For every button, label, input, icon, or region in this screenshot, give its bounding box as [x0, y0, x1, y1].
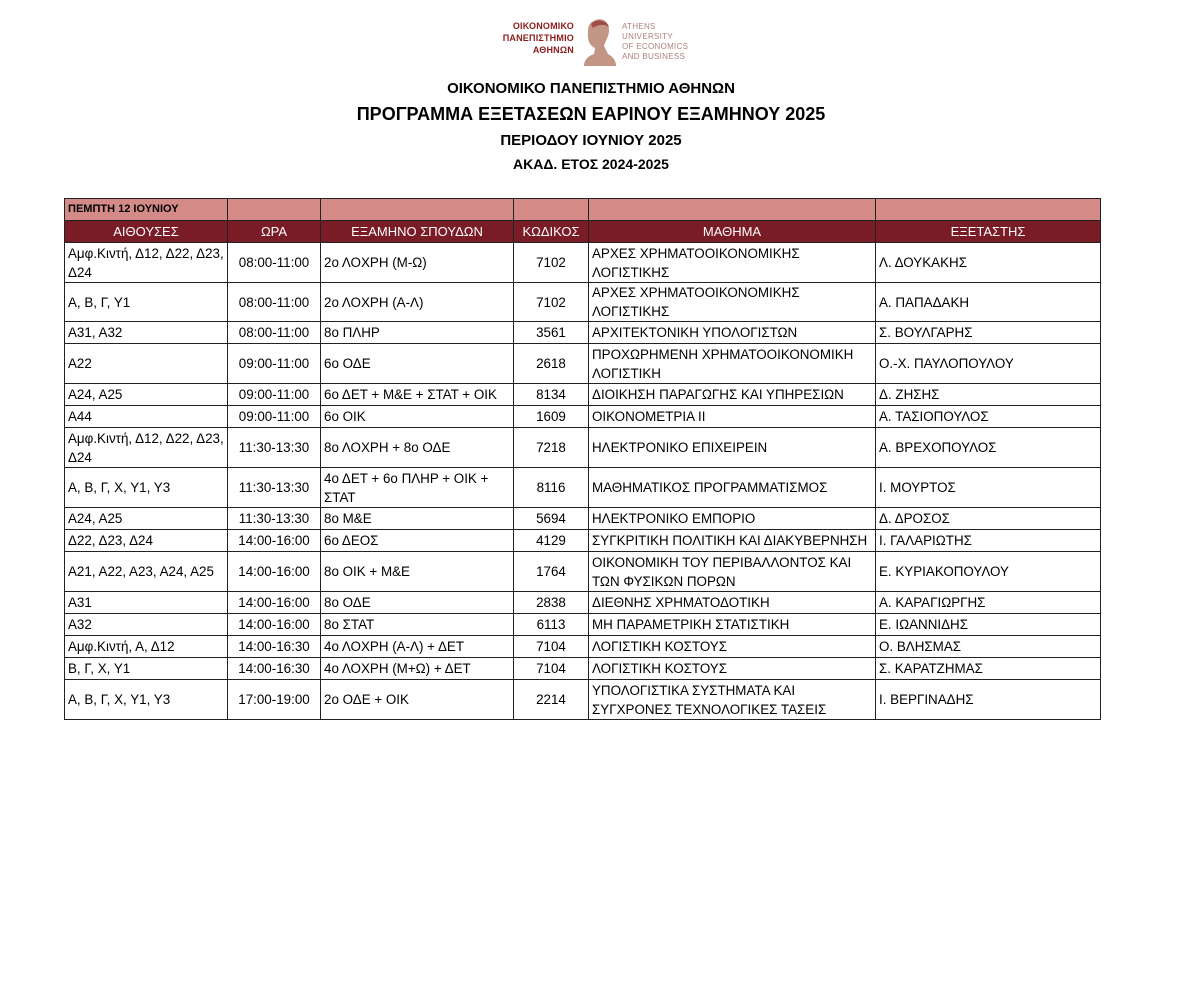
- examiner-cell: Α. ΒΡΕΧΟΠΟΥΛΟΣ: [876, 428, 1101, 468]
- code-cell: 7104: [514, 636, 589, 658]
- course-cell: ΟΙΚΟΝΟΜΙΚΗ ΤΟΥ ΠΕΡΙΒΑΛΛΟΝΤΟΣ ΚΑΙ ΤΩΝ ΦΥΣΙΚΩΝ ΠΟΡΩΝ: [589, 552, 876, 592]
- day-row-cell: [228, 199, 321, 221]
- time-cell: 08:00-11:00: [228, 243, 321, 283]
- rooms-cell: Α24, Α25: [65, 508, 228, 530]
- course-cell: ΗΛΕΚΤΡΟΝΙΚΟ ΕΠΙΧΕΙΡΕΙΝ: [589, 428, 876, 468]
- course-cell: ΑΡΧΕΣ ΧΡΗΜΑΤΟΟΙΚΟΝΟΜΙΚΗΣ ΛΟΓΙΣΤΙΚΗΣ: [589, 283, 876, 322]
- examiner-cell: Ι. ΜΟΥΡΤΟΣ: [876, 468, 1101, 508]
- column-header-course: ΜΑΘΗΜΑ: [589, 221, 876, 243]
- course-cell: ΥΠΟΛΟΓΙΣΤΙΚΑ ΣΥΣΤΗΜΑΤΑ ΚΑΙ ΣΥΓΧΡΟΝΕΣ ΤΕΧΝΟΛΟΓΙΚΕΣ ΤΑΣΕΙΣ: [589, 680, 876, 720]
- examiner-cell: Ε. ΙΩΑΝΝΙΔΗΣ: [876, 614, 1101, 636]
- course-cell: ΣΥΓΚΡΙΤΙΚΗ ΠΟΛΙΤΙΚΗ ΚΑΙ ΔΙΑΚΥΒΕΡΝΗΣΗ: [589, 530, 876, 552]
- table-row: [65, 428, 1101, 468]
- examiner-cell: Ε. ΚΥΡΙΑΚΟΠΟΥΛΟΥ: [876, 552, 1101, 592]
- table-row: [65, 592, 1101, 614]
- time-cell: 14:00-16:00: [228, 530, 321, 552]
- rooms-cell: Α22: [65, 344, 228, 384]
- semester-cell: 8ο ΟΙΚ + Μ&Ε: [321, 552, 514, 592]
- university-name: ΟΙΚΟΝΟΜΙΚΟ ΠΑΝΕΠΙΣΤΗΜΙΟ ΑΘΗΝΩΝ: [447, 80, 735, 97]
- examiner-cell: Ι. ΓΑΛΑΡΙΩΤΗΣ: [876, 530, 1101, 552]
- semester-cell: 2ο ΛΟΧΡΗ (Μ-Ω): [321, 243, 514, 283]
- examiner-cell: Δ. ΖΗΣΗΣ: [876, 384, 1101, 406]
- examiner-cell: Ι. ΒΕΡΓΙΝΑΔΗΣ: [876, 680, 1101, 720]
- university-logo: [488, 14, 708, 70]
- semester-cell: 6ο ΟΙΚ: [321, 406, 514, 428]
- semester-cell: 4ο ΛΟΧΡΗ (Μ+Ω) + ΔΕΤ: [321, 658, 514, 680]
- time-cell: 09:00-11:00: [228, 406, 321, 428]
- table-row: [65, 680, 1101, 720]
- rooms-cell: Α, Β, Γ, Χ, Υ1, Υ3: [65, 468, 228, 508]
- time-cell: 14:00-16:00: [228, 552, 321, 592]
- time-cell: 14:00-16:00: [228, 592, 321, 614]
- day-label: ΠΕΜΠΤΗ 12 ΙΟΥΝΙΟΥ: [65, 199, 228, 221]
- rooms-cell: Β, Γ, Χ, Υ1: [65, 658, 228, 680]
- rooms-cell: Α31, Α32: [65, 322, 228, 344]
- logo-greek-line-2: ΠΑΝΕΠΙΣΤΗΜΙΟ: [502, 33, 574, 43]
- examiner-cell: Α. ΤΑΣΙΟΠΟΥΛΟΣ: [876, 406, 1101, 428]
- course-cell: ΠΡΟΧΩΡΗΜΕΝΗ ΧΡΗΜΑΤΟΟΙΚΟΝΟΜΙΚΗ ΛΟΓΙΣΤΙΚΗ: [589, 344, 876, 384]
- semester-cell: 8ο ΣΤΑΤ: [321, 614, 514, 636]
- course-cell: ΔΙΟΙΚΗΣΗ ΠΑΡΑΓΩΓΗΣ ΚΑΙ ΥΠΗΡΕΣΙΩΝ: [589, 384, 876, 406]
- examiner-cell: Α. ΚΑΡΑΓΙΩΡΓΗΣ: [876, 592, 1101, 614]
- semester-cell: 8ο ΠΛΗΡ: [321, 322, 514, 344]
- course-cell: ΟΙΚΟΝΟΜΕΤΡΙΑ ΙΙ: [589, 406, 876, 428]
- code-cell: 2618: [514, 344, 589, 384]
- rooms-cell: Α31: [65, 592, 228, 614]
- course-cell: ΑΡΧΕΣ ΧΡΗΜΑΤΟΟΙΚΟΝΟΜΙΚΗΣ ΛΟΓΙΣΤΙΚΗΣ: [589, 243, 876, 283]
- logo-greek-text: [488, 20, 574, 56]
- code-cell: 2838: [514, 592, 589, 614]
- rooms-cell: Α44: [65, 406, 228, 428]
- semester-cell: 2ο ΛΟΧΡΗ (Α-Λ): [321, 283, 514, 322]
- code-cell: 7218: [514, 428, 589, 468]
- day-row-cell: [876, 199, 1101, 221]
- code-cell: 6113: [514, 614, 589, 636]
- exam-period: ΠΕΡΙΟΔΟΥ ΙΟΥΝΙΟΥ 2025: [500, 132, 682, 149]
- table-row: [65, 283, 1101, 322]
- day-row-cell: [321, 199, 514, 221]
- time-cell: 14:00-16:30: [228, 636, 321, 658]
- examiner-cell: Σ. ΚΑΡΑΤΖΗΜΑΣ: [876, 658, 1101, 680]
- course-cell: ΑΡΧΙΤΕΚΤΟΝΙΚΗ ΥΠΟΛΟΓΙΣΤΩΝ: [589, 322, 876, 344]
- code-cell: 2214: [514, 680, 589, 720]
- header-row: [65, 221, 1101, 243]
- code-cell: 8134: [514, 384, 589, 406]
- semester-cell: 4ο ΔΕΤ + 6ο ΠΛΗΡ + ΟΙΚ + ΣΤΑΤ: [321, 468, 514, 508]
- code-cell: 7102: [514, 243, 589, 283]
- time-cell: 08:00-11:00: [228, 322, 321, 344]
- rooms-cell: Αμφ.Κιντή, Δ12, Δ22, Δ23, Δ24: [65, 428, 228, 468]
- examiner-cell: Ο. ΒΛΗΣΜΑΣ: [876, 636, 1101, 658]
- table-row: [65, 322, 1101, 344]
- time-cell: 08:00-11:00: [228, 283, 321, 322]
- table-row: [65, 243, 1101, 283]
- logo-english-line-3: AND BUSINESS: [622, 52, 686, 61]
- column-header-examiner: ΕΞΕΤΑΣΤΗΣ: [876, 221, 1101, 243]
- table-row: [65, 552, 1101, 592]
- course-cell: ΔΙΕΘΝΗΣ ΧΡΗΜΑΤΟΔΟΤΙΚΗ: [589, 592, 876, 614]
- semester-cell: 6ο ΔΕΤ + Μ&Ε + ΣΤΑΤ + ΟΙΚ: [321, 384, 514, 406]
- code-cell: 4129: [514, 530, 589, 552]
- logo-greek-line-3: ΑΘΗΝΩΝ: [532, 45, 574, 55]
- logo-english-line-1: ATHENS UNIVERSITY: [622, 22, 674, 41]
- table-row: [65, 406, 1101, 428]
- column-header-code: ΚΩΔΙΚΟΣ: [514, 221, 589, 243]
- code-cell: 5694: [514, 508, 589, 530]
- table-row: [65, 468, 1101, 508]
- semester-cell: 8ο ΛΟΧΡΗ + 8ο ΟΔΕ: [321, 428, 514, 468]
- semester-cell: 6ο ΟΔΕ: [321, 344, 514, 384]
- code-cell: 3561: [514, 322, 589, 344]
- examiner-cell: Α. ΠΑΠΑΔΑΚΗ: [876, 283, 1101, 322]
- table-row: [65, 614, 1101, 636]
- semester-cell: 2ο ΟΔΕ + ΟΙΚ: [321, 680, 514, 720]
- bust-icon: [578, 16, 618, 66]
- day-row-cell: [589, 199, 876, 221]
- time-cell: 11:30-13:30: [228, 468, 321, 508]
- rooms-cell: Αμφ.Κιντή, Α, Δ12: [65, 636, 228, 658]
- document-title: ΠΡΟΓΡΑΜΜΑ ΕΞΕΤΑΣΕΩΝ ΕΑΡΙΝΟΥ ΕΞΑΜΗΝΟΥ 2025: [356, 104, 826, 124]
- code-cell: 7102: [514, 283, 589, 322]
- table-row: [65, 658, 1101, 680]
- examiner-cell: Δ. ΔΡΟΣΟΣ: [876, 508, 1101, 530]
- semester-cell: 6ο ΔΕΟΣ: [321, 530, 514, 552]
- time-cell: 11:30-13:30: [228, 508, 321, 530]
- time-cell: 14:00-16:30: [228, 658, 321, 680]
- time-cell: 14:00-16:00: [228, 614, 321, 636]
- semester-cell: 8ο ΟΔΕ: [321, 592, 514, 614]
- logo-english-line-2: OF ECONOMICS: [622, 42, 689, 51]
- exam-schedule-table: [64, 198, 1101, 720]
- time-cell: 09:00-11:00: [228, 344, 321, 384]
- course-cell: ΛΟΓΙΣΤΙΚΗ ΚΟΣΤΟΥΣ: [589, 636, 876, 658]
- day-row: [65, 199, 1101, 221]
- course-cell: ΛΟΓΙΣΤΙΚΗ ΚΟΣΤΟΥΣ: [589, 658, 876, 680]
- course-cell: ΜΗ ΠΑΡΑΜΕΤΡΙΚΗ ΣΤΑΤΙΣΤΙΚΗ: [589, 614, 876, 636]
- table-row: [65, 384, 1101, 406]
- rooms-cell: Δ22, Δ23, Δ24: [65, 530, 228, 552]
- rooms-cell: Α24, Α25: [65, 384, 228, 406]
- examiner-cell: Σ. ΒΟΥΛΓΑΡΗΣ: [876, 322, 1101, 344]
- column-header-rooms: ΑΙΘΟΥΣΕΣ: [65, 221, 228, 243]
- rooms-cell: Α, Β, Γ, Υ1: [65, 283, 228, 322]
- rooms-cell: Α, Β, Γ, Χ, Υ1, Υ3: [65, 680, 228, 720]
- table-row: [65, 530, 1101, 552]
- semester-cell: 4ο ΛΟΧΡΗ (Α-Λ) + ΔΕΤ: [321, 636, 514, 658]
- column-header-semester: ΕΞΑΜΗΝΟ ΣΠΟΥΔΩΝ: [321, 221, 514, 243]
- rooms-cell: Α32: [65, 614, 228, 636]
- column-header-time: ΩΡΑ: [228, 221, 321, 243]
- time-cell: 17:00-19:00: [228, 680, 321, 720]
- examiner-cell: Ο.-Χ. ΠΑΥΛΟΠΟΥΛΟΥ: [876, 344, 1101, 384]
- code-cell: 1764: [514, 552, 589, 592]
- time-cell: 09:00-11:00: [228, 384, 321, 406]
- course-cell: ΜΑΘΗΜΑΤΙΚΟΣ ΠΡΟΓΡΑΜΜΑΤΙΣΜΟΣ: [589, 468, 876, 508]
- table-row: [65, 636, 1101, 658]
- logo-greek-line-1: ΟΙΚΟΝΟΜΙΚΟ: [512, 21, 574, 31]
- semester-cell: 8ο Μ&Ε: [321, 508, 514, 530]
- table-row: [65, 344, 1101, 384]
- rooms-cell: Αμφ.Κιντή, Δ12, Δ22, Δ23, Δ24: [65, 243, 228, 283]
- code-cell: 1609: [514, 406, 589, 428]
- day-row-cell: [514, 199, 589, 221]
- code-cell: 7104: [514, 658, 589, 680]
- time-cell: 11:30-13:30: [228, 428, 321, 468]
- rooms-cell: Α21, Α22, Α23, Α24, Α25: [65, 552, 228, 592]
- course-cell: ΗΛΕΚΤΡΟΝΙΚΟ ΕΜΠΟΡΙΟ: [589, 508, 876, 530]
- code-cell: 8116: [514, 468, 589, 508]
- table-row: [65, 508, 1101, 530]
- examiner-cell: Λ. ΔΟΥΚΑΚΗΣ: [876, 243, 1101, 283]
- academic-year: ΑΚΑΔ. ΕΤΟΣ 2024-2025: [513, 156, 669, 172]
- logo-english-text: [622, 22, 708, 62]
